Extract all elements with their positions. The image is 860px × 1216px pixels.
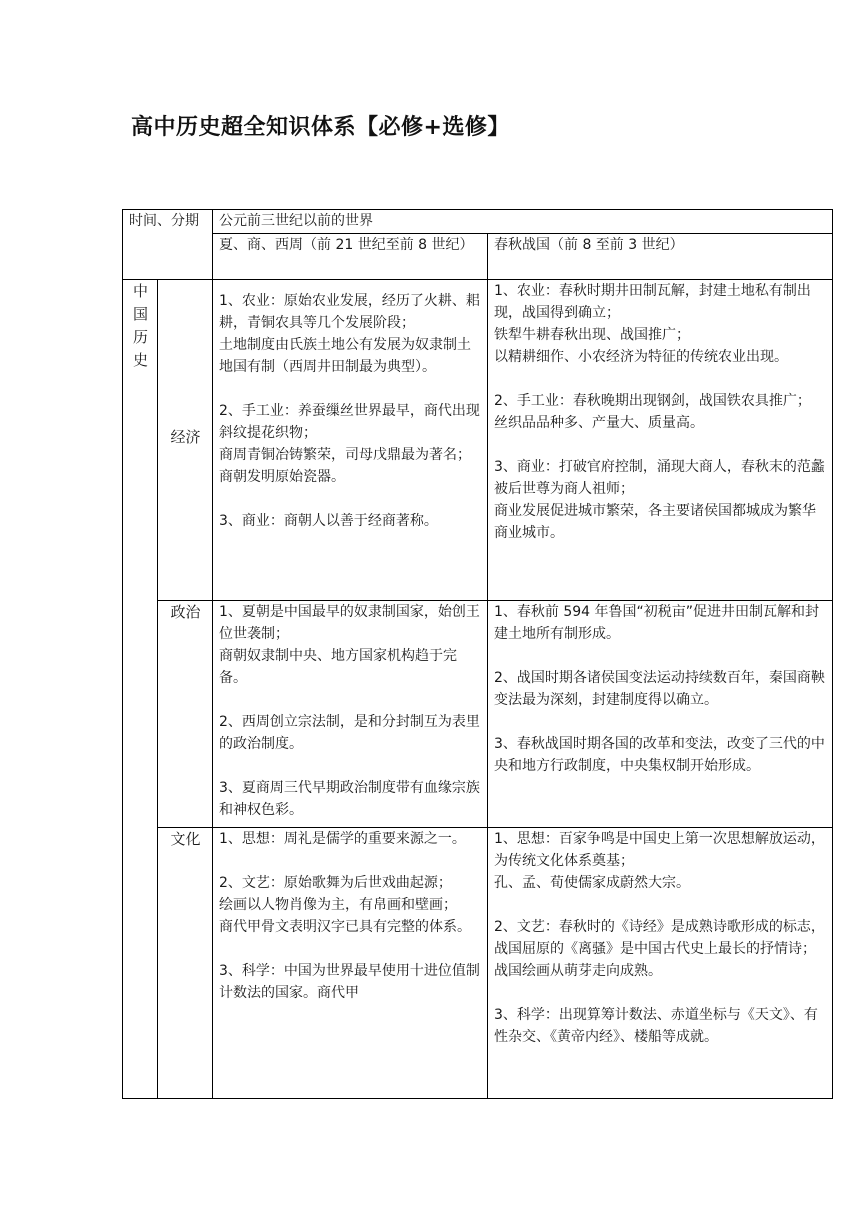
era-header-cell [213,210,833,234]
period-label: 时间、分期 [129,213,199,229]
cell-text: 1、农业：春秋时期井田制瓦解，封建土地私有制出现，战国得到确立； 铁犁牛耕春秋出现、战国推广； 以精耕细作、小农经济为特征的传统农业出现。 2、手工业：春秋晚期出现钢剑，战国铁农具推广； 丝织品品种多、产量大、质量高。 3、商业：打破官府控制，涌现大商人，春秋末的范蠡被后世尊为商人祖师； 商业发展促进城市繁荣，各主要诸侯国都城成为繁华商业城市。 [494,283,825,541]
table-row-politics [123,601,833,828]
era-header: 公元前三世纪以前的世界 [219,213,373,229]
history-knowledge-table [122,209,833,1099]
category-culture [158,828,213,1099]
region-cell [123,280,158,1099]
category-label: 政治 [170,603,201,621]
category-politics [158,601,213,828]
page-title: 高中历史超全知识体系【必修+选修】 [131,115,510,140]
cell-economy-xia [213,280,488,601]
cell-economy-chunqiu [488,280,833,601]
cell-text: 1、夏朝是中国最早的奴隶制国家，始创王位世袭制； 商朝奴隶制中央、地方国家机构趋于完备。 2、西周创立宗法制，是和分封制互为表里的政治制度。 3、夏商周三代早期政治制度带有血缘宗族和神权色彩。 [219,604,480,818]
cell-text: 1、农业：原始农业发展，经历了火耕、耜耕，青铜农具等几个发展阶段； 土地制度由氏族土地公有发展为奴隶制土地国有制（西周井田制最为典型）。 2、手工业：养蚕缫丝世界最早，商代出现斜纹提花织物； 商周青铜冶铸繁荣，司母戊鼎最为著名；商朝发明原始瓷器。 3、商业：商朝人以善于经商著称。 [219,293,480,529]
category-economy [158,280,213,601]
col-header-xia: 夏、商、西周（前 21 世纪至前 8 世纪） [219,237,474,253]
category-label: 经济 [170,428,201,446]
table-row-economy [123,280,833,601]
category-label: 文化 [170,830,201,848]
dynasty-header-row [123,234,833,280]
cell-text: 1、思想：周礼是儒学的重要来源之一。 2、文艺：原始歌舞为后世戏曲起源； 绘画以人物肖像为主，有帛画和壁画； 商代甲骨文表明汉字已具有完整的体系。 3、科学：中国为世界最早使用十进位值制计数法的国家。商代甲 [219,831,480,1001]
cell-text: 1、春秋前 594 年鲁国“初税亩”促进井田制瓦解和封建土地所有制形成。 2、战国时期各诸侯国变法运动持续数百年，秦国商鞅变法最为深刻，封建制度得以确立。 3、春秋战国时期各国的改革和变法，改变了三代的中央和地方行政制度，中央集权制开始形成。 [494,604,825,774]
table-row-culture [123,828,833,1099]
cell-culture-xia [213,828,488,1099]
cell-politics-xia [213,601,488,828]
cell-text: 1、思想：百家争鸣是中国史上第一次思想解放运动，为传统文化体系奠基； 孔、孟、荀使儒家成蔚然大宗。 2、文艺：春秋时的《诗经》是成熟诗歌形成的标志，战国屈原的《离骚》是中国古代史上最长的抒情诗； 战国绘画从萌芽走向成熟。 3、科学：出现算筹计数法、赤道坐标与《天文》、有性杂交、《黄帝内经》、楼船等成就。 [494,831,825,1045]
col-header-xia-cell [213,234,488,280]
era-header-row [123,210,833,234]
cell-politics-chunqiu [488,601,833,828]
region-label: 中国历史 [132,282,148,369]
period-label-cell [123,210,213,280]
col-header-chunqiu-cell [488,234,833,280]
cell-culture-chunqiu [488,828,833,1099]
col-header-chunqiu: 春秋战国（前 8 至前 3 世纪） [494,237,684,253]
